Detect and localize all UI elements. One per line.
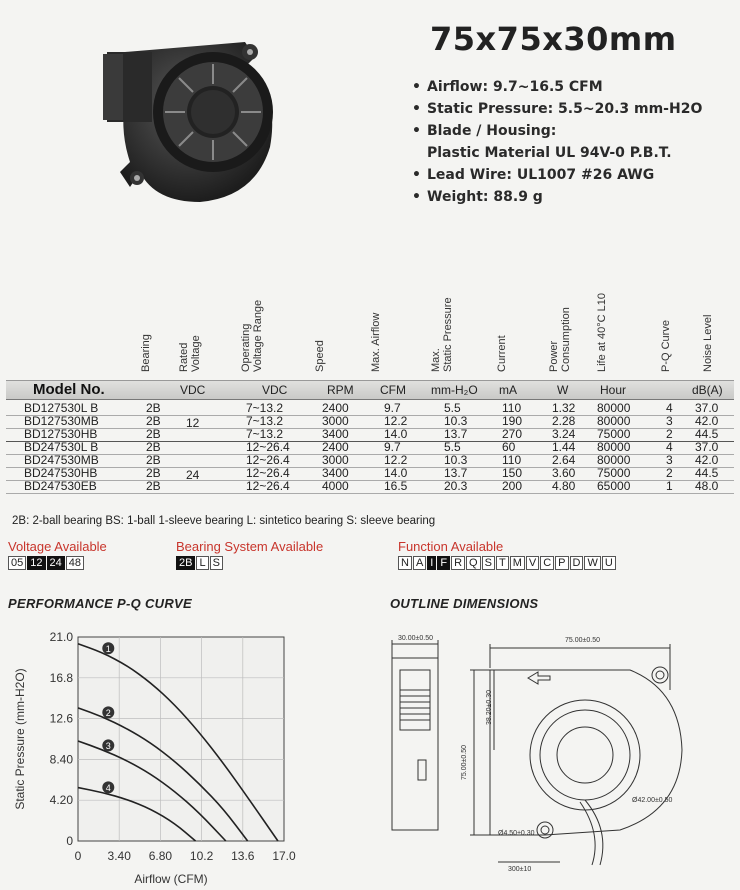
bearing-code: 2B [176, 556, 195, 570]
cell-bearing: 2B [146, 414, 161, 428]
cell-cfm: 14.0 [384, 466, 408, 480]
impeller-outline [530, 700, 640, 810]
cell-power: 1.44 [552, 440, 576, 454]
cell-pressure: 20.3 [444, 479, 468, 493]
cell-current: 60 [502, 440, 516, 454]
bearing-code: L [196, 556, 208, 570]
outline-dimensions-title: OUTLINE DIMENSIONS [390, 596, 539, 611]
x-axis-label: Airflow (CFM) [134, 872, 208, 886]
cell-model: BD127530HB [24, 427, 98, 441]
cell-cfm: 16.5 [384, 479, 408, 493]
dim-depth: 30.00±0.50 [398, 635, 433, 642]
cell-noise: 42.0 [695, 453, 719, 467]
dim-width: 75.00±0.50 [565, 637, 600, 644]
bearing-legend-note: 2B: 2-ball bearing BS: 1-ball 1-sleeve bearing L: sintetico bearing S: sleeve bearing [12, 515, 436, 527]
cell-power: 2.28 [552, 414, 576, 428]
cell-operating-voltage: 12~26.4 [246, 479, 290, 493]
cell-pressure: 5.5 [444, 401, 461, 415]
dim-height: 75.00±0.50 [461, 745, 468, 780]
function-code: W [584, 556, 600, 570]
cell-pq-curve: 2 [666, 466, 673, 480]
cell-model: BD127530L B [24, 401, 99, 415]
function-code: Q [466, 556, 481, 570]
cell-life: 80000 [597, 453, 631, 467]
x-tick-label: 6.80 [148, 849, 173, 863]
cell-life: 80000 [597, 401, 631, 415]
curve-number: 2 [105, 707, 111, 718]
bearing-codes [176, 556, 224, 570]
spec-list [412, 76, 702, 208]
x-tick-label: 10.2 [189, 849, 214, 863]
x-tick-label: 3.40 [107, 849, 131, 863]
cell-model: BD247530EB [24, 479, 97, 493]
airflow-arrow-icon [528, 672, 550, 684]
function-code: P [555, 556, 568, 570]
cell-noise: 42.0 [695, 414, 719, 428]
cell-noise: 44.5 [695, 427, 719, 441]
cell-current: 190 [502, 414, 523, 428]
cell-model: BD247530L B [24, 440, 99, 454]
plot-area [78, 637, 284, 841]
y-axis-label: Static Pressure (mm-H2O) [13, 668, 27, 810]
cell-rpm: 3000 [322, 453, 349, 467]
unit-noise: dB(A) [692, 383, 723, 397]
unit-power: W [557, 383, 569, 397]
cell-noise: 48.0 [695, 479, 719, 493]
cell-current: 270 [502, 427, 523, 441]
spec-static-pressure: • Static Pressure: 5.5~20.3 mm-H2O [412, 101, 703, 117]
cell-life: 65000 [597, 479, 631, 493]
spec-lead-wire: • Lead Wire: UL1007 #26 AWG [412, 167, 655, 183]
cell-cfm: 9.7 [384, 440, 401, 454]
cell-pressure: 13.7 [444, 466, 468, 480]
rated-voltage-24: 24 [186, 468, 200, 482]
header-operating-voltage: Operating Voltage Range [240, 299, 264, 372]
cell-bearing: 2B [146, 440, 161, 454]
cell-noise: 37.0 [695, 401, 719, 415]
y-tick-label: 8.40 [49, 752, 73, 767]
pq-curve-title: PERFORMANCE P-Q CURVE [8, 596, 192, 611]
cell-operating-voltage: 12~26.4 [246, 466, 290, 480]
x-tick-label: 17.0 [272, 849, 296, 863]
header-model: Model No. [33, 381, 105, 398]
cell-model: BD127530MB [24, 414, 99, 428]
function-code: V [526, 556, 539, 570]
rated-voltage-12: 12 [186, 416, 200, 430]
cell-operating-voltage: 12~26.4 [246, 453, 290, 467]
y-tick-label: 21.0 [49, 630, 73, 644]
header-current: Current [496, 335, 508, 372]
cell-operating-voltage: 7~13.2 [246, 414, 284, 428]
x-tick-label: 13.6 [231, 849, 255, 863]
cell-model: BD247530MB [24, 453, 99, 467]
header-speed: Speed [314, 340, 326, 372]
cell-life: 75000 [597, 427, 631, 441]
cell-rpm: 3400 [322, 427, 349, 441]
cell-power: 4.80 [552, 479, 576, 493]
curve-number: 4 [105, 782, 111, 793]
cell-life: 75000 [597, 466, 631, 480]
cell-rpm: 3400 [322, 466, 349, 480]
header-noise: Noise Level [702, 314, 714, 372]
curve-number: 1 [105, 643, 111, 654]
function-code: T [496, 556, 509, 570]
cell-bearing: 2B [146, 479, 161, 493]
cell-life: 80000 [597, 440, 631, 454]
function-code: I [427, 556, 436, 570]
cell-model: BD247530HB [24, 466, 98, 480]
side-view-body [392, 658, 438, 830]
voltage-code: 05 [8, 556, 26, 570]
voltage-code: 48 [66, 556, 84, 570]
row-divider [6, 493, 734, 494]
outline-drawing [370, 630, 710, 875]
dim-hole: Ø4.50±0.30 [498, 830, 535, 837]
function-code: N [398, 556, 412, 570]
function-code: U [602, 556, 616, 570]
spec-material: Plastic Material UL 94V-0 P.B.T. [427, 145, 672, 161]
function-available-title: Function Available [398, 539, 504, 554]
header-rated-voltage: Rated Voltage [178, 335, 202, 372]
cell-cfm: 12.2 [384, 453, 408, 467]
header-power: Power Consumption [548, 307, 572, 372]
table-row [6, 480, 734, 493]
x-tick-label: 0 [74, 849, 82, 863]
bearing-available-title: Bearing System Available [176, 539, 324, 554]
cell-power: 2.64 [552, 453, 576, 467]
spec-blade-housing: • Blade / Housing: [412, 123, 557, 139]
cell-pq-curve: 3 [666, 453, 673, 467]
cell-power: 1.32 [552, 401, 576, 415]
cell-pq-curve: 4 [666, 401, 673, 415]
product-title: 75x75x30mm [430, 20, 677, 58]
function-code: D [570, 556, 584, 570]
cell-pq-curve: 4 [666, 440, 673, 454]
y-tick-label: 16.8 [49, 670, 73, 685]
cell-current: 150 [502, 466, 523, 480]
cell-cfm: 9.7 [384, 401, 401, 415]
cell-noise: 44.5 [695, 466, 719, 480]
y-tick-label: 4.20 [49, 793, 73, 808]
cell-current: 200 [502, 479, 523, 493]
header-max-airflow: Max. Airflow [370, 312, 382, 372]
dim-outlet: 38.20±0.30 [486, 690, 493, 725]
cell-bearing: 2B [146, 401, 161, 415]
unit-speed: RPM [327, 383, 354, 397]
cell-power: 3.24 [552, 427, 576, 441]
cell-bearing: 2B [146, 466, 161, 480]
voltage-codes [8, 556, 85, 570]
cell-pressure: 5.5 [444, 440, 461, 454]
unit-current: mA [499, 383, 517, 397]
cell-pq-curve: 1 [666, 479, 673, 493]
voltage-code: 12 [27, 556, 45, 570]
side-view-vents [400, 690, 430, 720]
pq-curve-chart [0, 615, 310, 890]
cell-operating-voltage: 12~26.4 [246, 440, 290, 454]
unit-airflow: CFM [380, 383, 406, 397]
cell-current: 110 [502, 401, 522, 415]
unit-rated-voltage: VDC [180, 383, 206, 397]
function-code: F [437, 556, 450, 570]
cell-pq-curve: 3 [666, 414, 673, 428]
function-codes [398, 556, 617, 570]
header-max-static-pressure: Max. Static Pressure [430, 297, 454, 372]
spec-weight: • Weight: 88.9 g [412, 189, 543, 205]
header-pq-curve: P-Q Curve [660, 320, 672, 372]
header-life: Life at 40°C L10 [596, 292, 608, 372]
dim-lead: 300±10 [508, 866, 532, 873]
cell-cfm: 14.0 [384, 427, 408, 441]
function-code: R [451, 556, 465, 570]
y-tick-label: 12.6 [49, 711, 73, 726]
cell-power: 3.60 [552, 466, 576, 480]
cell-bearing: 2B [146, 427, 161, 441]
function-code: C [540, 556, 554, 570]
cell-noise: 37.0 [695, 440, 719, 454]
cell-rpm: 3000 [322, 414, 349, 428]
bearing-code: S [210, 556, 223, 570]
cell-operating-voltage: 7~13.2 [246, 427, 284, 441]
cell-pressure: 10.3 [444, 414, 468, 428]
function-code: M [510, 556, 525, 570]
cell-operating-voltage: 7~13.2 [246, 401, 284, 415]
cell-cfm: 12.2 [384, 414, 408, 428]
fan-product-photo [95, 12, 310, 217]
y-tick-label: 0 [66, 834, 73, 848]
unit-life: Hour [600, 383, 627, 397]
function-code: A [413, 556, 426, 570]
dim-hub: Ø42.00±0.50 [632, 797, 673, 804]
unit-pressure: mm-H₂O [431, 383, 478, 397]
voltage-code: 24 [47, 556, 65, 570]
function-code: S [482, 556, 495, 570]
cell-pressure: 13.7 [444, 427, 468, 441]
cell-pressure: 10.3 [444, 453, 468, 467]
cell-life: 80000 [597, 414, 631, 428]
cell-current: 110 [502, 453, 522, 467]
cell-bearing: 2B [146, 453, 161, 467]
cell-rpm: 2400 [322, 440, 349, 454]
cell-pq-curve: 2 [666, 427, 673, 441]
cell-rpm: 2400 [322, 401, 349, 415]
unit-operating-voltage: VDC [262, 383, 288, 397]
spec-airflow: • Airflow: 9.7~16.5 CFM [412, 79, 603, 95]
cell-rpm: 4000 [322, 479, 349, 493]
curve-number: 3 [105, 740, 111, 751]
header-bearing: Bearing [140, 334, 152, 372]
voltage-available-title: Voltage Available [8, 539, 107, 554]
